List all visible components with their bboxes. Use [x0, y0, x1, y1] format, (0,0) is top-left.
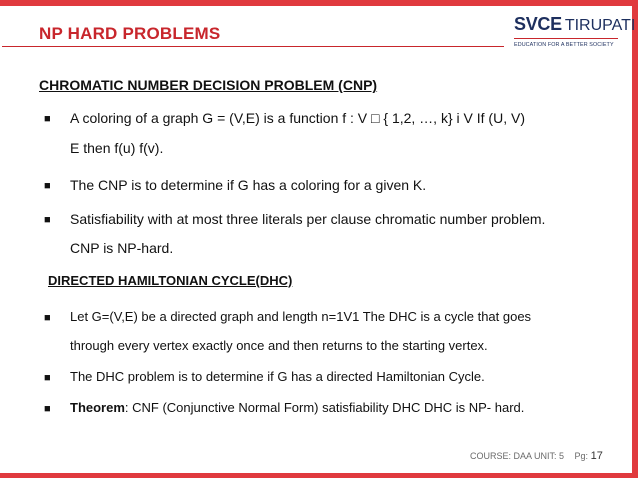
slide-footer: [470, 450, 603, 462]
logo-brand-light: TIRUPATI: [564, 17, 636, 34]
section-heading-dhc: DIRECTED HAMILTONIAN CYCLE(DHC): [48, 273, 293, 288]
bottom-accent-bar: [0, 473, 638, 478]
bullet-text: Satisfiability with at most three literals per clause chromatic number problem.: [70, 211, 546, 227]
top-accent-bar: [0, 0, 638, 6]
bullet-text: [70, 400, 524, 415]
title-divider: [2, 46, 504, 47]
bullet-text-continuation: through every vertex exactly once and then returns to the starting vertex.: [70, 338, 488, 353]
logo-brand-bold: SVCE: [514, 14, 562, 34]
theorem-label: Theorem: [70, 400, 125, 415]
logo-divider: [514, 38, 618, 39]
bullet-text: The DHC problem is to determine if G has a directed Hamiltonian Cycle.: [70, 369, 485, 384]
section-heading-cnp: CHROMATIC NUMBER DECISION PROBLEM (CNP): [39, 77, 378, 93]
bullet-icon: ■: [44, 113, 51, 125]
bullet-text: The CNP is to determine if G has a coloring for a given K.: [70, 177, 427, 193]
bullet-text: Let G=(V,E) be a directed graph and length n=1V1 The DHC is a cycle that goes: [70, 309, 532, 324]
bullet-icon: ■: [44, 403, 51, 415]
bullet-icon: ■: [44, 180, 51, 192]
bullet-icon: ■: [44, 372, 51, 384]
course-info: COURSE: DAA UNIT: 5: [470, 451, 565, 461]
bullet-icon: ■: [44, 312, 51, 324]
bullet-text-continuation: E then f(u) f(v).: [70, 140, 164, 156]
theorem-text: : CNF (Conjunctive Normal Form) satisfiability DHC DHC is NP- hard.: [124, 400, 525, 415]
page-number: 17: [590, 450, 603, 462]
logo-tagline: EDUCATION FOR A BETTER SOCIETY: [514, 42, 614, 48]
bullet-text: A coloring of a graph G = (V,E) is a function f : V □ { 1,2, …, k} i V If (U, V): [70, 110, 525, 126]
bullet-text-continuation: CNP is NP-hard.: [70, 240, 174, 256]
page-title: NP HARD PROBLEMS: [39, 24, 221, 43]
page-label: Pg:: [574, 451, 589, 461]
svce-logo: [514, 14, 636, 48]
right-accent-bar: [632, 0, 638, 478]
bullet-icon: ■: [44, 214, 51, 226]
